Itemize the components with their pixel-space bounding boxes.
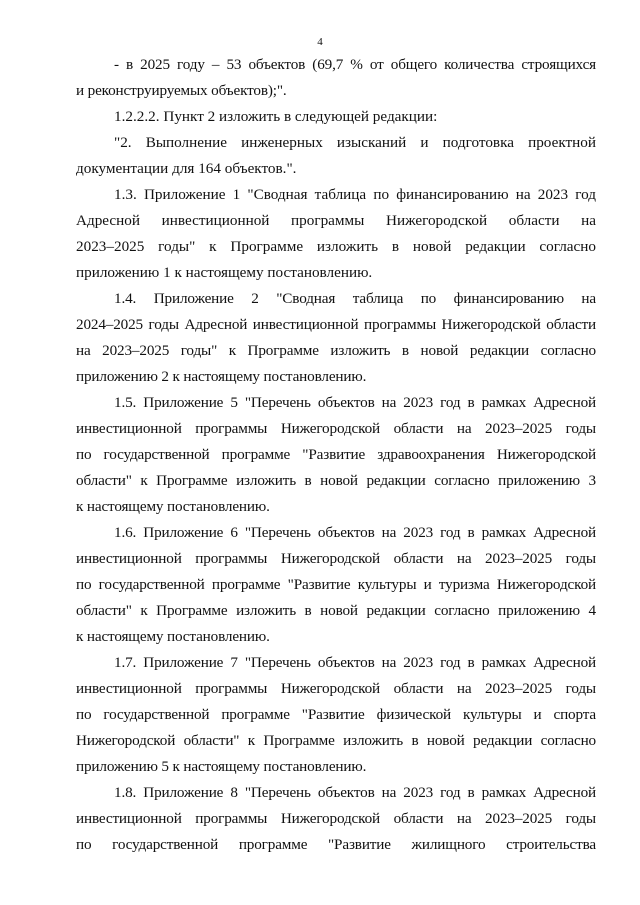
page-number: 4 bbox=[317, 36, 323, 48]
text-line: по государственной программе "Развитие физической культуры и спорта bbox=[76, 706, 596, 723]
text-line: - в 2025 году – 53 объектов (69,7 % от общего количества строящихся bbox=[114, 56, 596, 73]
text-line: приложению 5 к настоящему постановлению. bbox=[76, 758, 367, 775]
text-line: 1.4. Приложение 2 "Сводная таблица по финансированию на bbox=[114, 290, 596, 307]
text-line: приложению 2 к настоящему постановлению. bbox=[76, 368, 367, 385]
text-line: области" к Программе изложить в новой редакции согласно приложению 4 bbox=[76, 602, 596, 619]
paragraph bbox=[76, 104, 596, 130]
text-line: 2023–2025 годы" к Программе изложить в новой редакции согласно bbox=[76, 238, 596, 255]
text-line: 2024–2025 годы Адресной инвестиционной программы Нижегородской области bbox=[76, 316, 596, 333]
text-line: документации для 164 объектов.". bbox=[76, 160, 297, 177]
text-line: 1.6. Приложение 6 "Перечень объектов на 2023 год в рамках Адресной bbox=[114, 524, 596, 541]
text-line: по государственной программе "Развитие здравоохранения Нижегородской bbox=[76, 446, 596, 463]
text-line: по государственной программе "Развитие культуры и туризма Нижегородской bbox=[76, 576, 596, 593]
text-line: на 2023–2025 годы" к Программе изложить в новой редакции согласно bbox=[76, 342, 596, 359]
text-line: и реконструируемых объектов);". bbox=[76, 82, 287, 99]
text-line: области" к Программе изложить в новой редакции согласно приложению 3 bbox=[76, 472, 596, 489]
paragraph bbox=[76, 130, 596, 182]
paragraph bbox=[76, 520, 596, 650]
paragraph bbox=[76, 650, 596, 780]
paragraph bbox=[76, 52, 596, 104]
document-body bbox=[76, 52, 596, 858]
text-line: приложению 1 к настоящему постановлению. bbox=[76, 264, 373, 281]
text-line: "2. Выполнение инженерных изысканий и подготовка проектной bbox=[114, 134, 596, 151]
text-line: 1.7. Приложение 7 "Перечень объектов на 2023 год в рамках Адресной bbox=[114, 654, 596, 671]
text-line: к настоящему постановлению. bbox=[76, 498, 270, 515]
text-line: инвестиционной программы Нижегородской области на 2023–2025 годы bbox=[76, 810, 596, 827]
text-line: инвестиционной программы Нижегородской области на 2023–2025 годы bbox=[76, 680, 596, 697]
text-line: 1.3. Приложение 1 "Сводная таблица по финансированию на 2023 год bbox=[114, 186, 596, 203]
paragraph bbox=[76, 286, 596, 390]
paragraph bbox=[76, 390, 596, 520]
paragraph bbox=[76, 780, 596, 858]
text-line: Адресной инвестиционной программы Нижегородской области на bbox=[76, 212, 596, 229]
text-line: инвестиционной программы Нижегородской области на 2023–2025 годы bbox=[76, 420, 596, 437]
text-line: по государственной программе "Развитие жилищного строительства bbox=[76, 836, 596, 853]
text-line: инвестиционной программы Нижегородской области на 2023–2025 годы bbox=[76, 550, 596, 567]
text-line: 1.5. Приложение 5 "Перечень объектов на 2023 год в рамках Адресной bbox=[114, 394, 596, 411]
text-line: 1.8. Приложение 8 "Перечень объектов на 2023 год в рамках Адресной bbox=[114, 784, 596, 801]
text-line: Нижегородской области" к Программе изложить в новой редакции согласно bbox=[76, 732, 596, 749]
text-line: к настоящему постановлению. bbox=[76, 628, 270, 645]
paragraph bbox=[76, 182, 596, 286]
text-line: 1.2.2.2. Пункт 2 изложить в следующей редакции: bbox=[114, 108, 438, 125]
